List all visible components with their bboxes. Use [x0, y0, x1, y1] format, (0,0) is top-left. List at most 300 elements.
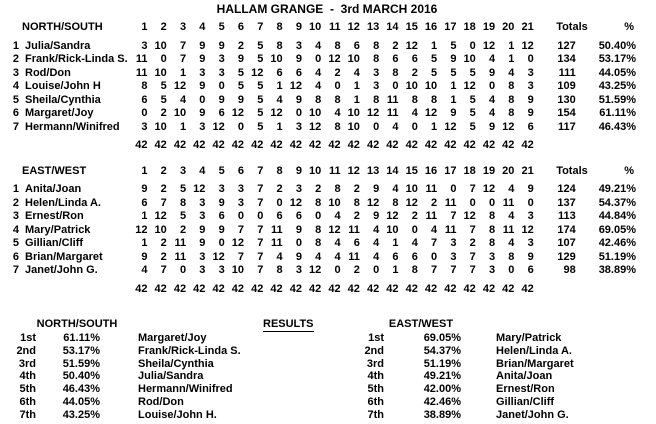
result-pair-names: Julia/Sandra [138, 370, 204, 383]
score-cell: 11 [135, 66, 148, 79]
score-cell: 0 [237, 210, 245, 222]
score-cell: 4 [315, 80, 322, 92]
score-cell: 7 [469, 183, 476, 195]
total-cell: 127 [557, 39, 576, 52]
score-cell: 7 [179, 53, 187, 65]
result-pair-names: Helen/Linda A. [496, 344, 572, 357]
score-cell: 7 [450, 264, 457, 276]
column-sum-cell: 42 [212, 282, 225, 295]
column-header: 15 [405, 21, 418, 33]
pair-names: Brian/Margaret [25, 250, 103, 263]
result-row [12, 358, 342, 371]
score-cell: 2 [276, 183, 283, 195]
score-cell: 7 [160, 196, 167, 209]
score-cell: 2 [353, 183, 360, 195]
column-sum-cell: 42 [289, 282, 302, 295]
score-cell: 5 [257, 107, 264, 119]
score-cell: 8 [334, 93, 341, 106]
score-cell: 6 [276, 66, 283, 79]
score-cell: 12 [521, 223, 534, 236]
column-sum-cell: 42 [521, 139, 534, 151]
score-cell: 10 [405, 80, 418, 92]
score-cell: 12 [154, 210, 167, 222]
pair-cell [6, 224, 128, 238]
score-cell: 12 [309, 264, 322, 276]
score-cell: 3 [218, 264, 225, 276]
column-header: 13 [366, 164, 380, 177]
column-header: 11 [328, 21, 341, 33]
result-pair-names: Margaret/Joy [138, 332, 207, 344]
score-cell: 9 [199, 223, 206, 236]
pair-number: 4 [12, 223, 19, 236]
score-cell: 9 [295, 93, 302, 106]
score-cell: 5 [469, 93, 476, 106]
score-cell: 12 [482, 183, 496, 195]
score-cell: 0 [199, 93, 206, 106]
score-cell: 9 [199, 39, 206, 52]
column-header: 2 [160, 21, 167, 33]
result-row [346, 370, 656, 383]
score-cell: 4 [508, 183, 515, 195]
score-cell: 11 [135, 53, 148, 65]
score-cell: 9 [488, 66, 496, 79]
score-cell: 9 [199, 53, 206, 65]
score-cell: 0 [160, 53, 167, 65]
score-cell: 1 [431, 39, 438, 52]
result-pair-names: Sheila/Cynthia [138, 357, 214, 370]
score-cell: 0 [469, 39, 476, 52]
pair-row [6, 53, 642, 67]
score-cell: 8 [334, 183, 341, 195]
score-cell: 3 [199, 264, 206, 276]
column-sum-cell: 42 [521, 282, 534, 295]
score-cell: 6 [141, 93, 148, 106]
pair-number: 6 [12, 107, 19, 119]
score-cell: 12 [366, 107, 380, 119]
ns-results-rows [12, 332, 342, 422]
result-row [346, 332, 656, 345]
score-cell: 11 [502, 196, 515, 209]
score-cell: 0 [179, 264, 187, 276]
score-cell: 12 [251, 66, 264, 79]
score-cell: 5 [469, 107, 476, 119]
score-cell: 9 [527, 250, 534, 263]
score-cell: 10 [328, 196, 341, 209]
score-cell: 7 [160, 264, 167, 276]
score-cell: 12 [502, 120, 515, 133]
score-cell: 5 [450, 66, 457, 79]
result-pair-names: Rod/Don [138, 395, 184, 408]
score-cell: 4 [373, 237, 380, 249]
result-percent: 61.11% [63, 332, 100, 344]
percent-cell: 49.21% [598, 183, 636, 195]
score-cell: 12 [212, 250, 225, 263]
score-cell: 11 [271, 223, 283, 236]
column-sum-cell: 42 [386, 139, 399, 151]
result-pair-names: Anita/Joan [496, 370, 553, 383]
score-cell: 8 [315, 196, 322, 209]
score-cell: 10 [270, 53, 283, 65]
column-header: 18 [463, 21, 476, 33]
pair-number: 6 [12, 250, 19, 263]
pair-number: 7 [12, 120, 19, 133]
score-cell: 4 [392, 120, 399, 133]
result-pair-names: Janet/John G. [496, 408, 569, 421]
column-sum-cell: 42 [270, 282, 283, 295]
score-cell: 9 [141, 183, 148, 195]
score-cell: 8 [373, 53, 380, 65]
score-cell: 3 [527, 80, 534, 92]
score-cell: 10 [173, 107, 187, 119]
score-cell: 7 [257, 223, 264, 236]
pair-names: Margaret/Joy [25, 107, 94, 119]
score-cell: 0 [373, 120, 380, 133]
column-sum-cell: 42 [405, 282, 418, 295]
score-cell: 5 [179, 183, 187, 195]
score-cell: 3 [295, 264, 302, 276]
column-header: 21 [521, 21, 534, 33]
column-header: 8 [276, 164, 283, 177]
pair-names: Louise/John H [25, 80, 101, 92]
column-sum-cell: 42 [173, 282, 187, 295]
score-cell: 0 [218, 237, 225, 249]
score-cell: 7 [257, 237, 264, 249]
pair-names: Mary/Patrick [25, 223, 91, 236]
totals-header: Totals [556, 164, 588, 177]
score-cell: 9 [199, 107, 206, 119]
score-cell: 12 [463, 210, 476, 222]
score-cell: 1 [450, 93, 457, 106]
score-cell: 9 [237, 53, 245, 65]
pair-cell [6, 264, 128, 278]
column-sum-cell: 42 [154, 139, 167, 151]
score-cell: 4 [373, 250, 380, 263]
score-cell: 1 [179, 120, 187, 133]
result-row [12, 383, 342, 396]
score-cell: 9 [450, 107, 457, 119]
column-header: 16 [424, 21, 438, 33]
score-cell: 5 [160, 93, 167, 106]
result-rank: 7th [19, 408, 36, 421]
column-sum-cell: 42 [424, 282, 438, 295]
total-cell: 111 [558, 66, 576, 79]
pair-names: Sheila/Cynthia [25, 93, 101, 106]
score-cell: 2 [411, 210, 418, 222]
results-section [6, 318, 656, 424]
score-cell: 9 [218, 39, 225, 52]
score-cell: 9 [373, 210, 380, 222]
score-cell: 6 [353, 237, 360, 249]
score-cell: 3 [373, 66, 380, 79]
score-cell: 8 [373, 93, 380, 106]
score-cell: 0 [237, 120, 245, 133]
score-cell: 11 [348, 250, 360, 263]
column-header: 1 [141, 164, 148, 177]
column-header: 10 [309, 164, 322, 177]
score-cell: 2 [160, 237, 167, 249]
column-sum-cell: 42 [231, 139, 245, 151]
column-sum-cell: 42 [309, 282, 322, 295]
score-cell: 11 [425, 210, 438, 222]
percent-cell: 51.19% [598, 250, 636, 263]
score-cell: 0 [411, 223, 418, 236]
score-cell: 9 [450, 53, 457, 65]
column-sum-cell: 42 [424, 139, 438, 151]
column-header: 21 [521, 164, 534, 177]
score-cell: 12 [444, 120, 457, 133]
total-cell [534, 283, 590, 297]
score-cell: 6 [218, 210, 225, 222]
score-cell: 8 [488, 237, 496, 249]
score-cell: 6 [218, 107, 225, 119]
pair-row [6, 67, 642, 81]
column-header: 1 [141, 21, 148, 33]
pair-cell [6, 121, 128, 135]
column-header: 17 [444, 164, 457, 177]
score-cell: 9 [218, 93, 225, 106]
score-cell: 12 [173, 80, 187, 92]
column-header: 3 [179, 164, 187, 177]
score-cell: 9 [295, 250, 302, 263]
percent-cell: 42.46% [598, 237, 636, 249]
result-pair-names: Brian/Margaret [496, 357, 574, 370]
pair-names: Rod/Don [25, 66, 71, 79]
score-cell: 2 [315, 183, 322, 195]
column-sum-cell: 42 [231, 282, 245, 295]
percent-cell: 38.89% [598, 264, 636, 276]
result-pair-names: Frank/Rick-Linda S. [138, 344, 241, 357]
score-cell: 3 [527, 66, 534, 79]
total-cell: 124 [557, 183, 576, 195]
pair-names: Anita/Joan [25, 183, 82, 195]
score-cell: 4 [141, 264, 148, 276]
column-header: 14 [386, 164, 399, 177]
score-cell: 4 [508, 237, 515, 249]
score-cell: 4 [488, 53, 496, 65]
pair-cell [6, 283, 128, 297]
score-cell: 3 [218, 53, 225, 65]
percent-cell: 53.17% [598, 53, 636, 65]
column-sum-cell: 42 [135, 139, 148, 151]
column-sum-cell: 42 [386, 282, 399, 295]
column-sum-cell: 42 [270, 139, 283, 151]
score-cell: 5 [237, 66, 245, 79]
column-header: 18 [463, 164, 476, 177]
ns-header-row [6, 21, 642, 35]
score-cell: 2 [334, 66, 341, 79]
score-cell: 8 [508, 250, 515, 263]
score-cell: 11 [348, 223, 360, 236]
pair-cell [6, 80, 128, 94]
column-header: 15 [405, 164, 418, 177]
column-header: 3 [179, 21, 187, 33]
result-rank: 4th [367, 370, 384, 383]
score-cell: 11 [502, 223, 515, 236]
score-cell: 11 [444, 196, 457, 209]
score-cell: 3 [237, 183, 245, 195]
score-cell: 8 [334, 120, 341, 133]
result-percent: 38.89% [423, 408, 461, 421]
score-cell: 0 [141, 107, 148, 119]
result-row [12, 332, 342, 345]
score-cell: 8 [334, 39, 341, 52]
score-cell: 2 [469, 237, 476, 249]
column-header: 5 [218, 164, 225, 177]
score-cell: 6 [295, 210, 302, 222]
column-header: 17 [444, 21, 457, 33]
result-row [12, 409, 342, 422]
score-cell: 7 [431, 264, 438, 276]
score-cell: 4 [508, 66, 515, 79]
score-cell: 11 [425, 183, 438, 195]
score-cell: 1 [141, 237, 148, 249]
score-cell: 1 [353, 93, 360, 106]
percent-cell: 69.05% [598, 223, 636, 236]
score-cell: 6 [392, 53, 399, 65]
score-cell: 7 [179, 39, 187, 52]
result-percent: 54.37% [423, 344, 461, 357]
score-cell: 8 [315, 237, 322, 249]
score-cell: 3 [295, 183, 302, 195]
score-cell: 6 [527, 120, 534, 133]
result-rank: 3rd [366, 357, 384, 370]
score-cell: 5 [431, 53, 438, 65]
score-cell: 5 [257, 80, 264, 92]
score-cell: 2 [237, 39, 245, 52]
score-cell: 8 [141, 80, 148, 92]
score-cell: 12 [328, 223, 341, 236]
result-rank: 5th [19, 383, 36, 396]
pair-cell [6, 40, 128, 54]
score-cell: 0 [315, 210, 322, 222]
pair-number: 1 [12, 39, 19, 52]
score-cell: 5 [257, 93, 264, 106]
score-cell: 4 [411, 107, 418, 119]
column-sum-cell: 42 [135, 282, 148, 295]
score-cell: 2 [353, 210, 360, 222]
result-row [12, 345, 342, 358]
result-percent: 42.00% [423, 383, 461, 396]
pair-number: 3 [12, 66, 19, 79]
result-rank: 6th [19, 395, 36, 408]
score-cell: 7 [257, 183, 264, 195]
percent-cell: 44.05% [598, 66, 636, 79]
percent-header: % [624, 21, 634, 33]
pair-names: Ernest/Ron [25, 210, 84, 222]
score-cell: 4 [353, 66, 360, 79]
total-cell: 113 [558, 210, 576, 222]
score-cell: 10 [463, 53, 476, 65]
score-cell: 4 [334, 250, 341, 263]
score-cell: 8 [315, 93, 322, 106]
column-header: 4 [199, 164, 206, 177]
score-cell: 9 [218, 223, 225, 236]
column-header: 12 [347, 21, 360, 33]
column-sums-row [6, 283, 642, 297]
score-cell: 3 [141, 39, 148, 52]
score-cell: 8 [353, 196, 360, 209]
score-cell: 8 [411, 264, 418, 276]
score-cell: 12 [521, 39, 534, 52]
score-cell: 2 [160, 107, 167, 119]
column-sum-cell: 42 [251, 282, 264, 295]
column-header: 12 [347, 164, 360, 177]
score-cell: 5 [237, 80, 245, 92]
score-cell: 4 [392, 183, 399, 195]
score-cell: 8 [179, 196, 187, 209]
result-rank: 7th [367, 408, 384, 421]
score-cell: 3 [527, 237, 534, 249]
score-cell: 3 [488, 250, 496, 263]
totals-header: Totals [556, 21, 588, 33]
score-cell: 9 [373, 183, 380, 195]
score-cell: 4 [373, 223, 380, 236]
score-cell: 8 [392, 196, 399, 209]
column-sum-cell: 42 [366, 282, 380, 295]
pair-row [6, 94, 642, 108]
score-cell: 10 [231, 264, 245, 276]
result-row [346, 383, 656, 396]
score-cell: 8 [508, 80, 515, 92]
score-cell: 5 [469, 120, 476, 133]
score-cell: 9 [527, 183, 534, 195]
score-cell: 0 [411, 120, 418, 133]
pair-names: Frank/Rick-Linda S. [25, 53, 128, 65]
pair-row [6, 237, 642, 251]
score-cell: 3 [450, 250, 457, 263]
pair-number: 1 [12, 183, 19, 195]
score-cell: 9 [295, 53, 302, 65]
pair-number: 5 [12, 93, 19, 106]
percent-header: % [624, 164, 634, 177]
score-cell: 5 [179, 210, 187, 222]
result-percent: 51.59% [62, 357, 100, 370]
column-header: 19 [482, 164, 496, 177]
score-cell: 1 [508, 39, 515, 52]
column-sum-cell: 42 [212, 139, 225, 151]
pair-number: 3 [12, 210, 19, 222]
score-cell: 2 [431, 196, 438, 209]
score-cell: 7 [257, 196, 264, 209]
column-sum-cell: 42 [154, 282, 167, 295]
score-cell: 2 [160, 250, 167, 263]
pair-number: 4 [12, 80, 19, 92]
percent-cell [590, 139, 642, 153]
result-rank: 6th [367, 395, 384, 408]
result-row [12, 396, 342, 409]
score-cell: 8 [431, 93, 438, 106]
score-cell: 12 [289, 196, 302, 209]
score-cell: 5 [257, 120, 264, 133]
percent-cell: 61.11% [599, 107, 636, 119]
pair-row [6, 224, 642, 238]
result-row [346, 396, 656, 409]
column-header: 8 [276, 21, 283, 33]
result-percent: 53.17% [62, 344, 100, 357]
result-row [12, 370, 342, 383]
score-cell: 12 [366, 196, 380, 209]
column-sum-cell: 42 [173, 139, 187, 151]
score-cell: 8 [508, 107, 515, 119]
score-cell: 1 [431, 120, 438, 133]
score-cell: 3 [141, 120, 148, 133]
pair-row [6, 264, 642, 278]
percent-cell: 51.59% [598, 93, 636, 106]
ew-header-row [6, 165, 642, 179]
score-cell: 6 [353, 39, 360, 52]
score-cell: 4 [334, 107, 341, 119]
result-rank: 3rd [18, 357, 36, 370]
